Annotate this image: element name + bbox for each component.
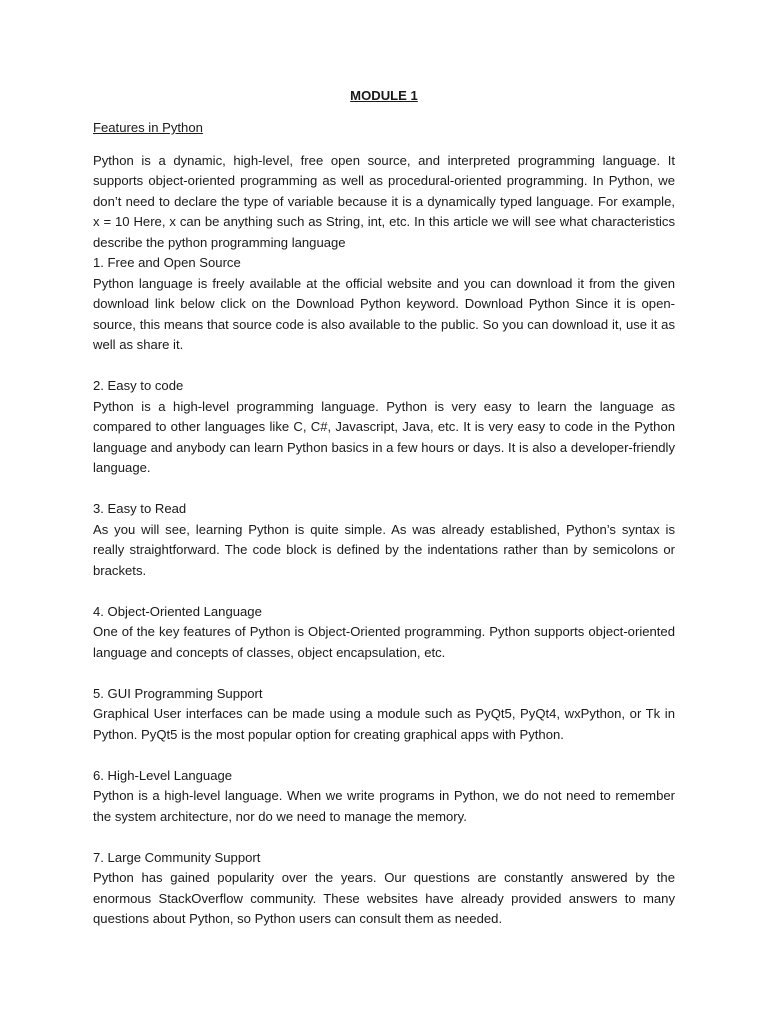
section-easy-to-code xyxy=(93,376,675,479)
section-free-open-source xyxy=(93,253,675,356)
section-body: One of the key features of Python is Object-Oriented programming. Python supports object-oriented language and concepts of classes, object encapsulation, etc. xyxy=(93,624,675,660)
section-high-level xyxy=(93,766,675,828)
section-heading: 5. GUI Programming Support xyxy=(93,685,263,701)
section-body: Graphical User interfaces can be made using a module such as PyQt5, PyQt4, wxPython, or Tk in Python. PyQt5 is the most popular option for creating graphical apps with Python. xyxy=(93,706,675,742)
section-heading: 4. Object-Oriented Language xyxy=(93,603,262,619)
section-body: As you will see, learning Python is quite simple. As was already established, Python’s syntax is really straightforward. The code block is defined by the indentations rather than by semicolons or brackets. xyxy=(93,521,675,578)
document-subtitle: Features in Python xyxy=(93,120,203,135)
section-gui-programming xyxy=(93,684,675,746)
section-body: Python language is freely available at the official website and you can download it from the given download link below click on the Download Python keyword. Download Python Since it is open-source, this means that source code is also available to the public. So you can download it, use it as well as share it. xyxy=(93,275,675,352)
section-body: Python is a high-level language. When we write programs in Python, we do not need to remember the system architecture, nor do we need to manage the memory. xyxy=(93,788,675,824)
document-title: MODULE 1 xyxy=(350,88,418,103)
section-heading: 3. Easy to Read xyxy=(93,501,187,516)
section-object-oriented xyxy=(93,602,675,664)
document-page xyxy=(93,86,675,930)
section-community-support xyxy=(93,848,675,930)
section-heading: 6. High-Level Language xyxy=(93,767,233,783)
section-heading: 7. Large Community Support xyxy=(93,849,261,865)
section-heading: 2. Easy to code xyxy=(93,378,184,393)
intro-paragraph: Python is a dynamic, high-level, free open source, and interpreted programming language. It supports object-oriented programming as well as procedural-oriented programming. In Python, we don’t need to declare the type of variable because it is a dynamically typed language. For example, x = 10 Here, x can be anything such as String, int, etc. In this article we will see what characteristics describe the python programming language xyxy=(93,152,675,250)
section-body: Python is a high-level programming language. Python is very easy to learn the language as compared to other languages like C, C#, Javascript, Java, etc. It is very easy to code in the Python language and anybody can learn Python basics in a few hours or days. It is also a developer-friendly language. xyxy=(93,398,675,475)
section-body: Python has gained popularity over the years. Our questions are constantly answered by the enormous StackOverflow community. These websites have already provided answers to many questions about Python, so Python users can consult them as needed. xyxy=(93,870,675,926)
section-heading: 1. Free and Open Source xyxy=(93,255,241,270)
section-easy-to-read xyxy=(93,499,675,581)
